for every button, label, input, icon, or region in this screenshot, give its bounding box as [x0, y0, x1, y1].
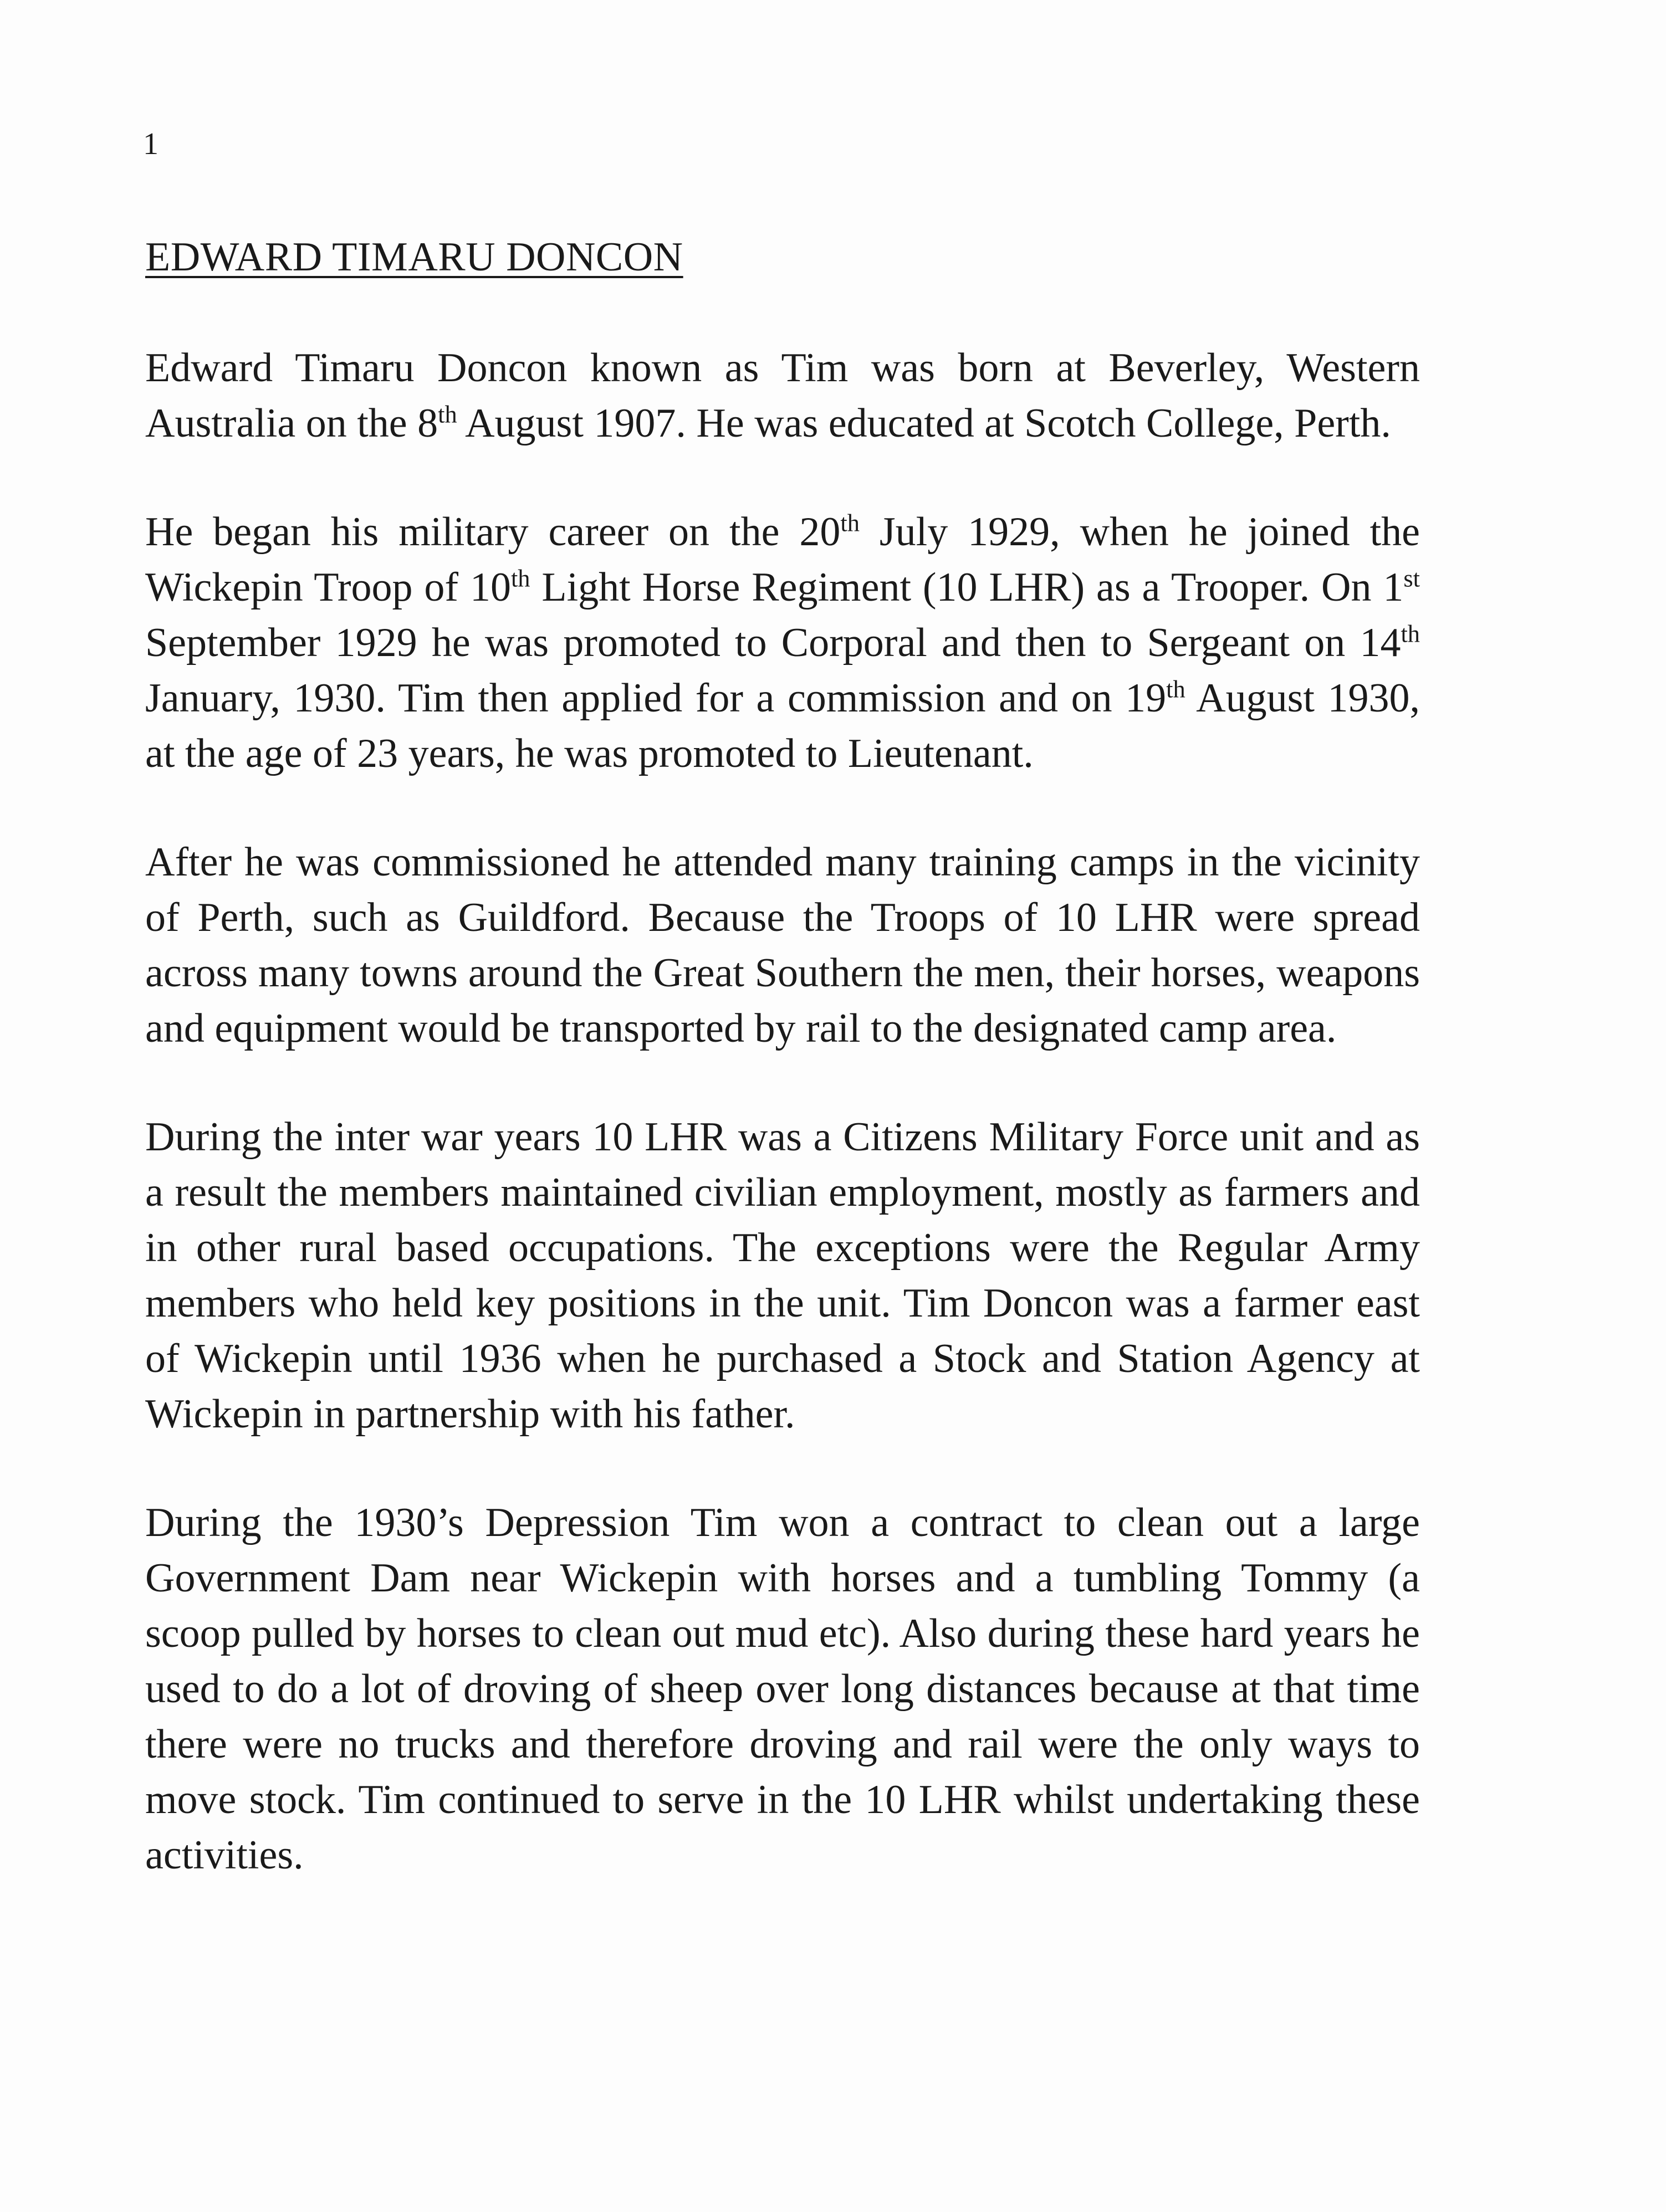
- paragraph: [145, 1109, 1420, 1442]
- ordinal-suffix: th: [438, 400, 457, 428]
- page-number: 1: [143, 127, 159, 161]
- text-run: January, 1930. Tim then applied for a commission and on 19: [145, 675, 1167, 721]
- ordinal-suffix: th: [840, 509, 860, 537]
- text-run: Edward Timaru Doncon known as Tim was born at Beverley, Western Australia on the 8: [145, 345, 1420, 446]
- text-run: August 1930, at the age of 23 years, he was promoted to Lieutenant.: [145, 675, 1420, 776]
- paragraph: [145, 504, 1420, 781]
- ordinal-suffix: th: [1401, 619, 1420, 648]
- text-run: July 1929, when he joined the Wickepin Troop of 10: [145, 509, 1420, 610]
- document-body: [145, 340, 1420, 1936]
- paragraph: [145, 1495, 1420, 1883]
- text-run: August 1907. He was educated at Scotch College, Perth.: [457, 401, 1391, 446]
- paragraph: [145, 340, 1420, 451]
- text-run: During the 1930’s Depression Tim won a contract to clean out a large Government Dam near Wickepin with horses and a tumbling Tommy (a scoop pulled by horses to clean out mud etc). Also during these hard years he used to do a lot of droving of sheep over long distances because at that time there were no trucks and therefore droving and rail were the only ways to move stock. Tim continued to serve in the 10 LHR whilst undertaking these activities.: [145, 1500, 1420, 1878]
- ordinal-suffix: th: [1166, 675, 1185, 703]
- ordinal-suffix: st: [1403, 564, 1420, 592]
- text-run: September 1929 he was promoted to Corporal and then to Sergeant on 14: [145, 620, 1401, 665]
- text-run: During the inter war years 10 LHR was a Citizens Military Force unit and as a result the members maintained civilian employment, mostly as farmers and in other rural based occupations. The exceptions were the Regular Army members who held key positions in the unit. Tim Doncon was a farmer east of Wickepin until 1936 when he purchased a Stock and Station Agency at Wickepin in partnership with his father.: [145, 1114, 1420, 1437]
- text-run: After he was commissioned he attended many training camps in the vicinity of Perth, such as Guildford. Because the Troops of 10 LHR were spread across many towns around the Great Southern the men, their horses, weapons and equipment would be transported by rail to the designated camp area.: [145, 839, 1420, 1051]
- document-title: EDWARD TIMARU DONCON: [145, 234, 683, 280]
- ordinal-suffix: th: [510, 564, 530, 592]
- text-run: Light Horse Regiment (10 LHR) as a Trooper. On 1: [530, 565, 1404, 610]
- paragraph: [145, 834, 1420, 1056]
- text-run: He began his military career on the 20: [145, 509, 841, 555]
